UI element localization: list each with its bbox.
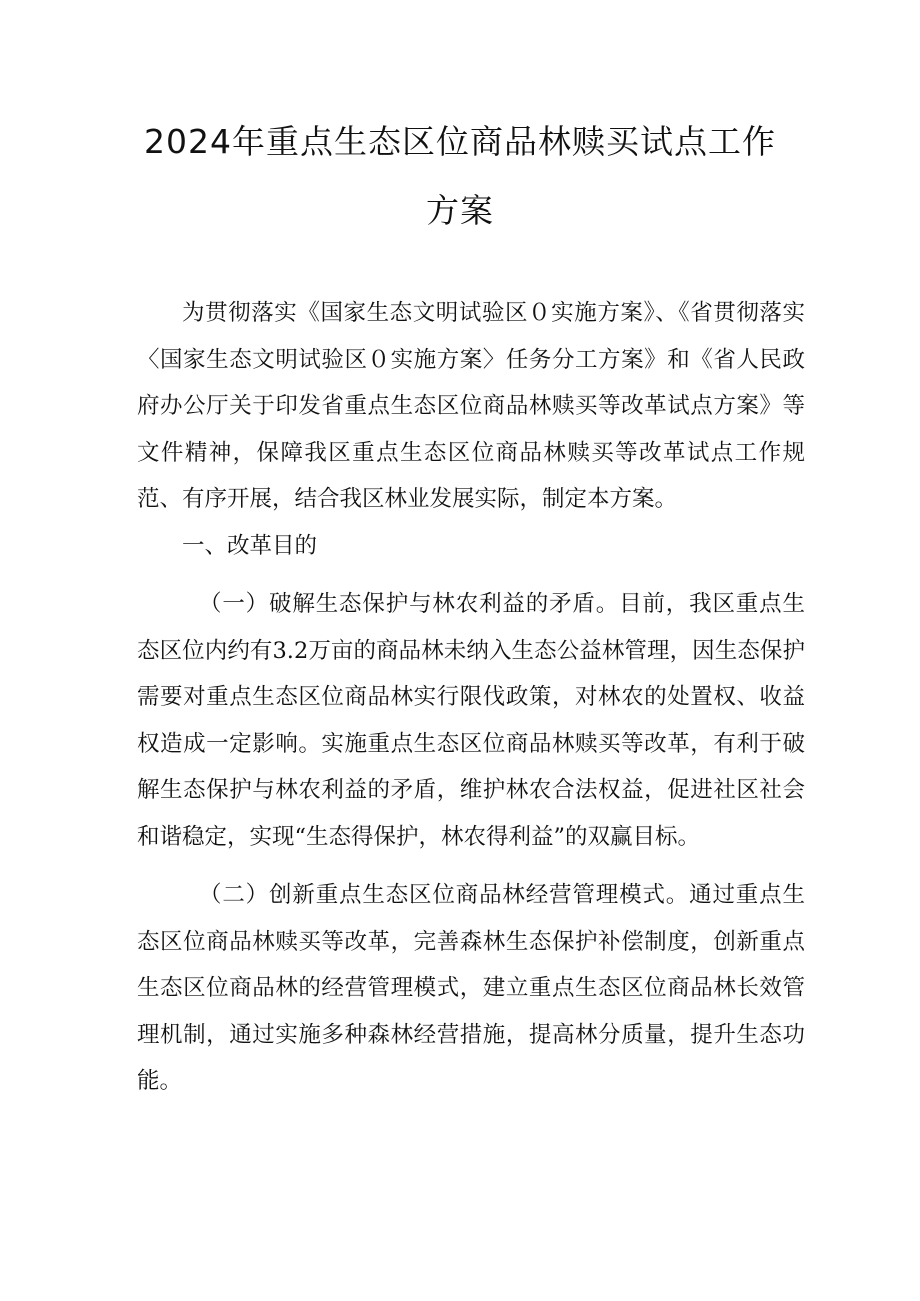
intro-paragraph: 为贯彻落实《国家生态文明试验区０实施方案》、《省贯彻落实〈国家生态文明试验区０实施方案〉任务分工方案》和《省人民政府办公厅关于印发省重点生态区位商品林赎买等改革试点方案》等文件精神，保障我区重点生态区位商品林赎买等改革试点工作规范、有序开展，结合我区林业发展实际，制定本方案。 xyxy=(137,300,805,512)
sub-paragraph-2: （二）创新重点生态区位商品林经营管理模式。通过重点生态区位商品林赎买等改革，完善森林生态保护补偿制度，创新重点生态区位商品林的经营管理模式，建立重点生态区位商品林长效管理机制，通过实施多种森林经营措施，提高林分质量，提升生态功能。 xyxy=(137,882,805,1094)
document-title-line-1: 2024年重点生态区位商品林赎买试点工作 xyxy=(144,122,776,161)
section-heading-reform-purpose: 一、改革目的 xyxy=(182,532,318,559)
sub-paragraph-1: （一）破解生态保护与林农利益的矛盾。目前，我区重点生态区位内约有3.2万亩的商品林未纳入生态公益林管理，因生态保护需要对重点生态区位商品林实行限伐政策，对林农的处置权、收益权造成一定影响。实施重点生态区位商品林赎买等改革，有利于破解生态保护与林农利益的矛盾，维护林农合法权益，促进社区社会和谐稳定，实现“生态得保护，林农得利益”的双赢目标。 xyxy=(137,591,805,850)
document-title-line-2: 方案 xyxy=(426,191,494,230)
document-body xyxy=(137,290,805,1105)
